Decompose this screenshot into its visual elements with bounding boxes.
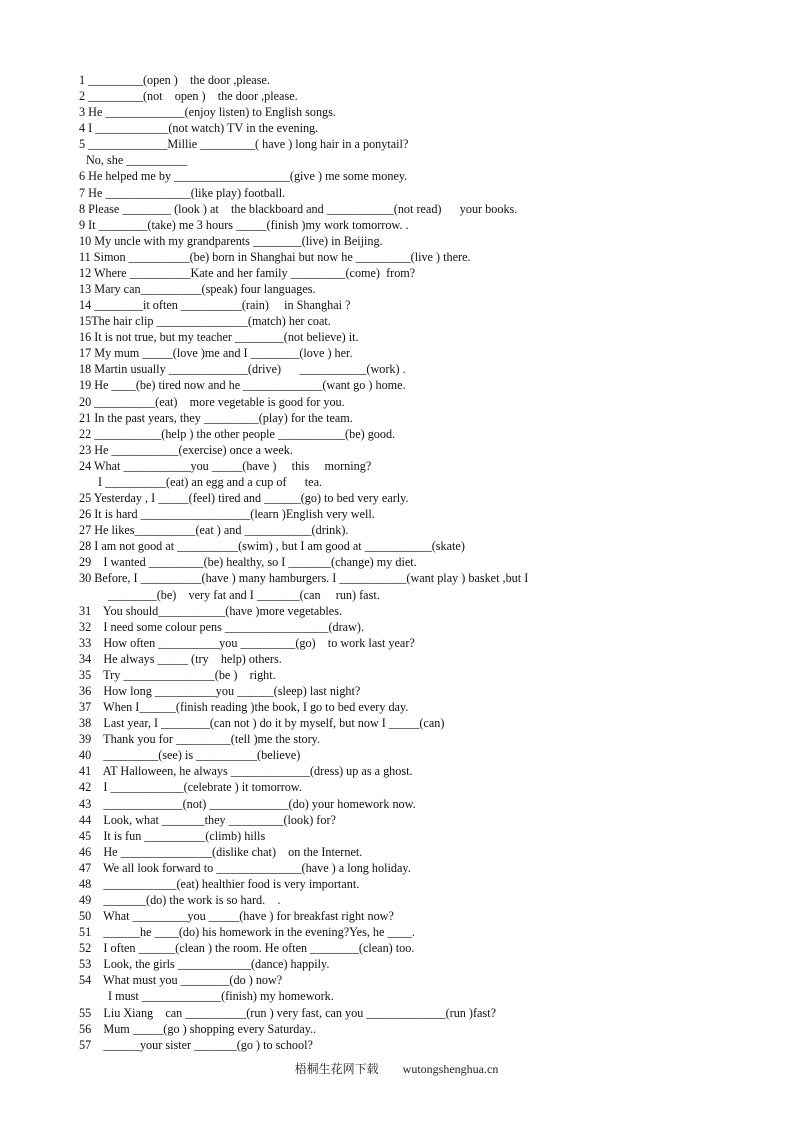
exercise-text: 2 _________(not open ) the door ,please. bbox=[79, 89, 298, 104]
exercise-line bbox=[0, 651, 793, 667]
exercise-line bbox=[0, 828, 793, 844]
exercise-line bbox=[0, 233, 793, 249]
exercise-text: ________(be) very fat and I _______(can run) fast. bbox=[108, 587, 380, 602]
exercise-text: 26 It is hard __________________(learn )English very well. bbox=[79, 507, 375, 522]
exercise-text: 27 He likes__________(eat ) and ___________(drink). bbox=[79, 523, 349, 538]
exercise-text: 39 Thank you for _________(tell )me the story. bbox=[79, 732, 320, 747]
exercise-line bbox=[0, 136, 793, 152]
exercise-line bbox=[0, 1021, 793, 1037]
exercise-line bbox=[0, 490, 793, 506]
exercise-line bbox=[0, 345, 793, 361]
exercise-text: 51 ______he ____(do) his homework in the evening?Yes, he ____. bbox=[79, 925, 415, 940]
exercise-text: 4 I ____________(not watch) TV in the evening. bbox=[79, 121, 319, 136]
exercise-line bbox=[0, 281, 793, 297]
exercise-line bbox=[0, 458, 793, 474]
exercise-text: 57 ______your sister _______(go ) to school? bbox=[79, 1037, 313, 1052]
exercise-text: 17 My mum _____(love )me and I ________(love ) her. bbox=[79, 346, 353, 361]
exercise-line bbox=[0, 924, 793, 940]
exercise-text: 16 It is not true, but my teacher ________(not believe) it. bbox=[79, 330, 359, 345]
exercise-line bbox=[0, 426, 793, 442]
exercise-text: 40 _________(see) is __________(believe) bbox=[79, 748, 301, 763]
exercise-line bbox=[0, 297, 793, 313]
exercise-line bbox=[0, 812, 793, 828]
exercise-line bbox=[0, 635, 793, 651]
exercise-line bbox=[0, 860, 793, 876]
exercise-list bbox=[0, 72, 793, 1053]
exercise-line bbox=[0, 1037, 793, 1053]
exercise-text: 53 Look, the girls ____________(dance) happily. bbox=[79, 957, 330, 972]
exercise-text: 9 It ________(take) me 3 hours _____(finish )my work tomorrow. . bbox=[79, 217, 409, 232]
exercise-line bbox=[0, 104, 793, 120]
exercise-text: 25 Yesterday , I _____(feel) tired and ______(go) to bed very early. bbox=[79, 491, 409, 506]
page-footer: 梧桐生花网下载 wutongshenghua.cn bbox=[294, 1062, 499, 1076]
exercise-text: I must _____________(finish) my homework. bbox=[108, 989, 334, 1004]
exercise-text: 19 He ____(be) tired now and he _____________(want go ) home. bbox=[79, 378, 406, 393]
exercise-line bbox=[0, 72, 793, 88]
exercise-line bbox=[0, 619, 793, 635]
exercise-text: 49 _______(do) the work is so hard. . bbox=[79, 892, 281, 907]
exercise-text: 12 Where __________Kate and her family _________(come) from? bbox=[79, 265, 416, 280]
exercise-text: 29 I wanted _________(be) healthy, so I _______(change) my diet. bbox=[79, 555, 417, 570]
exercise-text: No, she __________ bbox=[86, 153, 188, 168]
exercise-text: 23 He ___________(exercise) once a week. bbox=[79, 442, 293, 457]
exercise-text: 36 How long __________you ______(sleep) last night? bbox=[79, 683, 361, 698]
exercise-text: 45 It is fun __________(climb) hills bbox=[79, 828, 266, 843]
exercise-text: 32 I need some colour pens _________________(draw). bbox=[79, 619, 364, 634]
exercise-line bbox=[0, 168, 793, 184]
exercise-line bbox=[0, 185, 793, 201]
exercise-line bbox=[0, 892, 793, 908]
exercise-line bbox=[0, 715, 793, 731]
exercise-line bbox=[0, 442, 793, 458]
exercise-text: 18 Martin usually _____________(drive) ___________(work) . bbox=[79, 362, 406, 377]
exercise-text: 37 When I______(finish reading )the book, I go to bed every day. bbox=[79, 700, 409, 715]
exercise-line bbox=[0, 120, 793, 136]
exercise-line bbox=[0, 361, 793, 377]
exercise-line bbox=[0, 329, 793, 345]
exercise-line bbox=[0, 313, 793, 329]
exercise-text: 14 ________it often __________(rain) in Shanghai ? bbox=[79, 298, 351, 313]
exercise-text: 1 _________(open ) the door ,please. bbox=[79, 73, 270, 87]
exercise-line bbox=[0, 538, 793, 554]
exercise-text: 8 Please ________ (look ) at the blackboard and ___________(not read) your books. bbox=[79, 201, 518, 216]
exercise-text: 30 Before, I __________(have ) many hamburgers. I ___________(want play ) basket ,but I bbox=[79, 571, 529, 586]
exercise-text: 52 I often ______(clean ) the room. He often ________(clean) too. bbox=[79, 941, 415, 956]
exercise-text: I __________(eat) an egg and a cup of tea. bbox=[98, 474, 323, 489]
exercise-line bbox=[0, 683, 793, 699]
exercise-line bbox=[0, 763, 793, 779]
exercise-text: 56 Mum _____(go ) shopping every Saturday.. bbox=[79, 1021, 317, 1036]
exercise-line bbox=[0, 265, 793, 281]
exercise-text: 20 __________(eat) more vegetable is good for you. bbox=[79, 394, 345, 409]
exercise-line bbox=[0, 731, 793, 747]
exercise-text: 7 He ______________(like play) football. bbox=[79, 185, 286, 200]
exercise-line bbox=[0, 747, 793, 763]
exercise-line bbox=[0, 988, 793, 1004]
exercise-text: 5 _____________Millie _________( have ) long hair in a ponytail? bbox=[79, 137, 409, 152]
exercise-text: 47 We all look forward to ______________(have ) a long holiday. bbox=[79, 860, 411, 875]
exercise-line bbox=[0, 217, 793, 233]
exercise-text: 43 _____________(not) _____________(do) your homework now. bbox=[79, 796, 416, 811]
exercise-text: 11 Simon __________(be) born in Shanghai but now he _________(live ) there. bbox=[79, 249, 471, 264]
exercise-line bbox=[0, 506, 793, 522]
exercise-line bbox=[0, 844, 793, 860]
exercise-line bbox=[0, 522, 793, 538]
exercise-text: 34 He always _____ (try help) others. bbox=[79, 651, 282, 666]
exercise-line bbox=[0, 972, 793, 988]
exercise-text: 15The hair clip _______________(match) her coat. bbox=[79, 314, 331, 329]
exercise-line bbox=[0, 940, 793, 956]
exercise-line bbox=[0, 587, 793, 603]
exercise-text: 6 He helped me by ___________________(give ) me some money. bbox=[79, 169, 408, 184]
exercise-text: 13 Mary can__________(speak) four languages. bbox=[79, 282, 316, 297]
exercise-line bbox=[0, 876, 793, 892]
exercise-text: 46 He _______________(dislike chat) on the Internet. bbox=[79, 844, 363, 859]
exercise-line bbox=[0, 796, 793, 812]
exercise-text: 10 My uncle with my grandparents ________(live) in Beijing. bbox=[79, 233, 383, 248]
exercise-line bbox=[0, 699, 793, 715]
exercise-line bbox=[0, 410, 793, 426]
exercise-line bbox=[0, 474, 793, 490]
exercise-text: 24 What ___________you _____(have ) this morning? bbox=[79, 458, 372, 473]
exercise-text: 31 You should___________(have )more vegetables. bbox=[79, 603, 343, 618]
exercise-line bbox=[0, 201, 793, 217]
exercise-line bbox=[0, 377, 793, 393]
exercise-line bbox=[0, 908, 793, 924]
exercise-text: 42 I ____________(celebrate ) it tomorrow. bbox=[79, 780, 302, 795]
exercise-text: 35 Try _______________(be ) right. bbox=[79, 667, 276, 682]
exercise-text: 28 I am not good at __________(swim) , but I am good at ___________(skate) bbox=[79, 539, 465, 554]
exercise-text: 48 ____________(eat) healthier food is very important. bbox=[79, 876, 360, 891]
exercise-text: 3 He _____________(enjoy listen) to English songs. bbox=[79, 105, 336, 120]
exercise-text: 21 In the past years, they _________(play) for the team. bbox=[79, 410, 353, 425]
exercise-line bbox=[0, 570, 793, 586]
exercise-text: 22 ___________(help ) the other people ___________(be) good. bbox=[79, 426, 396, 441]
exercise-line bbox=[0, 152, 793, 168]
exercise-text: 54 What must you ________(do ) now? bbox=[79, 973, 283, 988]
exercise-text: 44 Look, what _______they _________(look) for? bbox=[79, 812, 336, 827]
exercise-text: 55 Liu Xiang can __________(run ) very fast, can you _____________(run )fast? bbox=[79, 1005, 496, 1020]
exercise-line bbox=[0, 554, 793, 570]
exercise-line bbox=[0, 779, 793, 795]
exercise-text: 38 Last year, I ________(can not ) do it by myself, but now I _____(can) bbox=[79, 716, 445, 731]
exercise-line bbox=[0, 88, 793, 104]
exercise-line bbox=[0, 394, 793, 410]
exercise-line bbox=[0, 603, 793, 619]
exercise-line bbox=[0, 1005, 793, 1021]
exercise-line bbox=[0, 956, 793, 972]
exercise-text: 33 How often __________you _________(go) to work last year? bbox=[79, 635, 415, 650]
exercise-line bbox=[0, 249, 793, 265]
exercise-text: 41 AT Halloween, he always _____________(dress) up as a ghost. bbox=[79, 764, 413, 779]
exercise-line bbox=[0, 667, 793, 683]
exercise-text: 50 What _________you _____(have ) for breakfast right now? bbox=[79, 909, 394, 924]
